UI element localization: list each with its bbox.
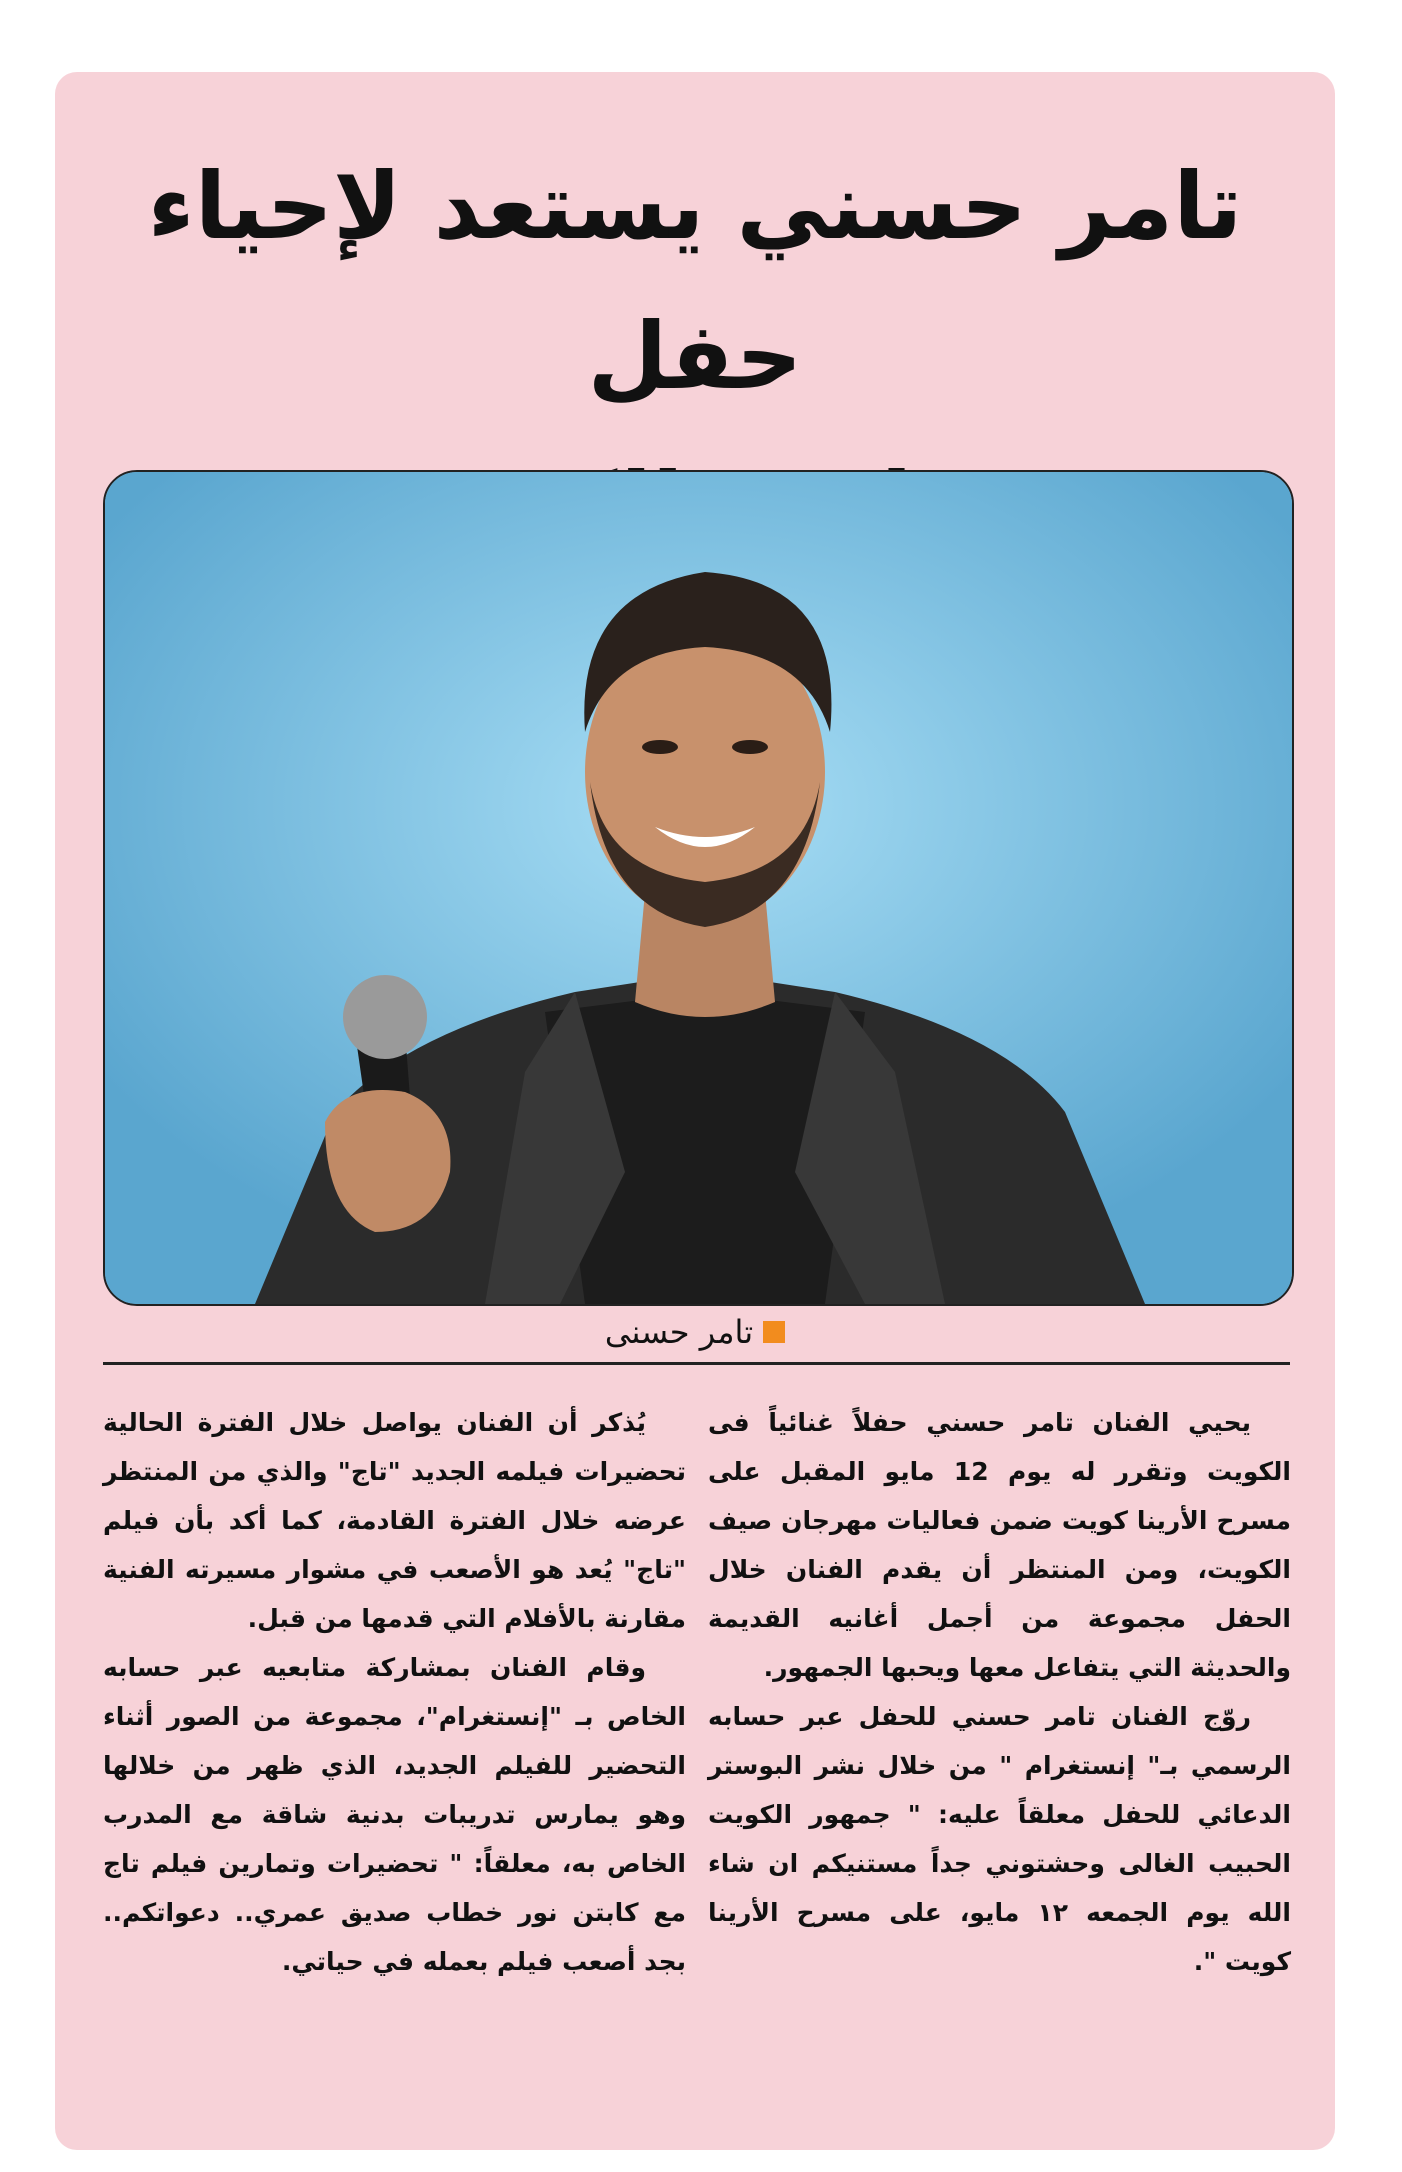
caption-marker-icon (763, 1321, 785, 1343)
caption-text: تامر حسنى (604, 1313, 754, 1351)
paragraph: وقام الفنان بمشاركة متابعيه عبر حسابه الخاص بـ "إنستغرام"، مجموعة من الصور أثناء التحضير للفيلم الجديد، الذي ظهر من خلالها وهو يمارس تدريبات بدنية شاقة مع المدرب الخاص به، معلقاً: " تحضيرات وتمارين فيلم تاج مع كابتن نور خطاب صديق عمري.. دعواتكم.. بجد أصعب فيلم بعمله في حياتي. (103, 1653, 686, 1976)
singer-photo-illustration (105, 472, 1292, 1304)
eye-left (642, 740, 678, 754)
paragraph: روّج الفنان تامر حسني للحفل عبر حسابه الرسمي بـ" إنستغرام " من خلال نشر البوستر الدعائي للحفل معلقاً عليه: " جمهور الكويت الحبيب الغالى وحشتوني جداً مستنيكم ان شاء الله يوم الجمعه ١٢ مايو، على مسرح الأرينا كويت ". (708, 1702, 1292, 1976)
article-column-left (103, 1398, 686, 1986)
article-panel (55, 72, 1335, 2150)
singer-photo (103, 470, 1294, 1306)
eye-right (732, 740, 768, 754)
paragraph: يحيي الفنان تامر حسني حفلاً غنائياً فى الكويت وتقرر له يوم 12 مايو المقبل على مسرح الأرينا كويت ضمن فعاليات مهرجان صيف الكويت، ومن المنتظر أن يقدم الفنان خلال الحفل مجموعة من أجمل أغانيه القديمة والحديثة التي يتفاعل معها ويحبها الجمهور. (708, 1408, 1291, 1682)
divider (103, 1362, 1290, 1365)
paragraph: يُذكر أن الفنان يواصل خلال الفترة الحالية تحضيرات فيلمه الجديد "تاج" والذي من المنتظر عرضه خلال الفترة القادمة، كما أكد بأن فيلم "تاج" يُعد هو الأصعب في مشوار مسيرته الفنية مقارنة بالأفلام التي قدمها من قبل. (103, 1408, 686, 1633)
microphone-head (343, 975, 427, 1059)
article-column-right (708, 1398, 1291, 1986)
headline-line-1: تامر حسني يستعد لإحياء حفل (147, 153, 1243, 410)
photo-caption (55, 1310, 1335, 1354)
